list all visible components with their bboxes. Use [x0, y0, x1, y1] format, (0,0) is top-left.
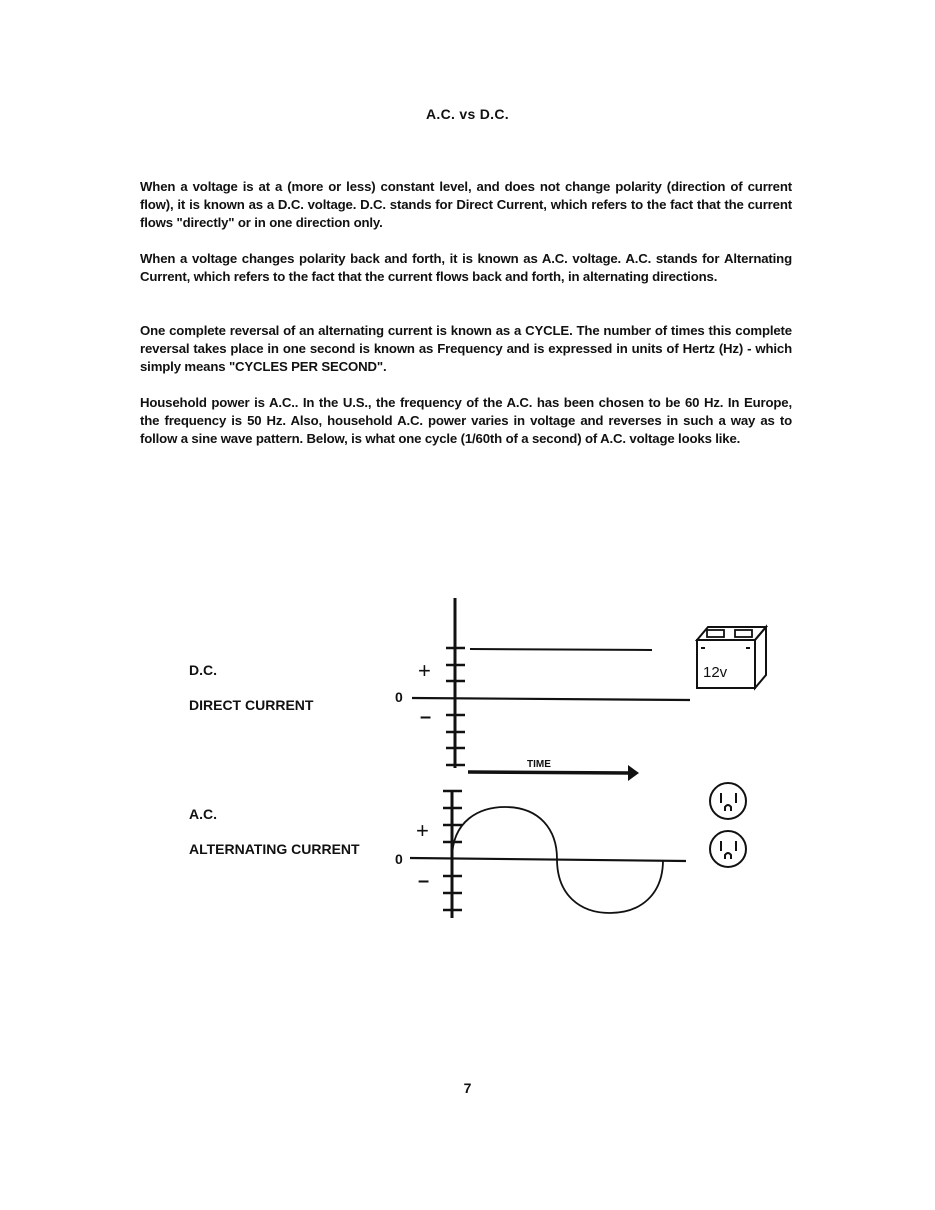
time-arrow-shaft: [468, 772, 630, 773]
dc-plus-label: +: [418, 658, 431, 683]
wall-outlet-icon: [710, 831, 746, 867]
dc-abbr-label: D.C.: [189, 662, 217, 678]
page-title: A.C. vs D.C.: [426, 106, 509, 122]
ac-abbr-label: A.C.: [189, 806, 217, 822]
dc-name-label: DIRECT CURRENT: [189, 697, 314, 713]
dc-graph: [412, 598, 690, 781]
page-number: 7: [463, 1080, 472, 1096]
ac-zero-label: 0: [395, 851, 403, 867]
paragraph-text: Household power is A.C.. In the U.S., the frequency of the A.C. has been chosen to be 60 Hz. In Europe, the frequency is 50 Hz. Also, household A.C. power varies in voltage and reverses in such a way as to follow a sine wave pattern. Below, is what one cycle (1/60th of a second) of A.C. voltage looks like.: [140, 395, 792, 446]
ac-graph: [410, 790, 686, 918]
paragraph-text: , which refers to the fact that the current flows back and forth, in alternating directions.: [186, 269, 718, 284]
bold-term: Direct Current: [456, 197, 544, 212]
ac-minus-label: –: [418, 870, 430, 892]
battery-label: 12v: [703, 664, 728, 681]
bold-term: Alternating Current: [140, 251, 792, 284]
bold-term: Frequency: [437, 341, 503, 356]
dc-voltage-line: [470, 649, 652, 650]
ac-plus-label: +: [416, 818, 429, 843]
paragraph-text: , which refers to the fact that the current flows "directly" or in one direction only.: [140, 197, 792, 230]
dc-minus-label: –: [420, 706, 432, 728]
paragraph-text: One complete reversal of an alternating current is known as a CYCLE. The number of times this complete reversal takes place in one second is known as: [140, 323, 792, 356]
paragraph-text: and is expressed in units of Hertz (Hz) - which simply means "CYCLES PER SECOND".: [140, 341, 793, 374]
time-arrow-head: [628, 765, 639, 781]
ac-name-label: ALTERNATING CURRENT: [189, 841, 360, 857]
wall-outlet-icon: [710, 783, 746, 819]
paragraph-text: When a voltage is at a (more or less) constant level, and does not change polarity (direction of current flow), it is known as a D.C. voltage. D.C. stands for: [140, 179, 792, 212]
time-label: TIME: [527, 759, 551, 770]
paragraph-text: When a voltage changes polarity back and forth, it is known as A.C. voltage. A.C. stands for: [140, 251, 725, 266]
dc-zero-label: 0: [395, 689, 403, 705]
